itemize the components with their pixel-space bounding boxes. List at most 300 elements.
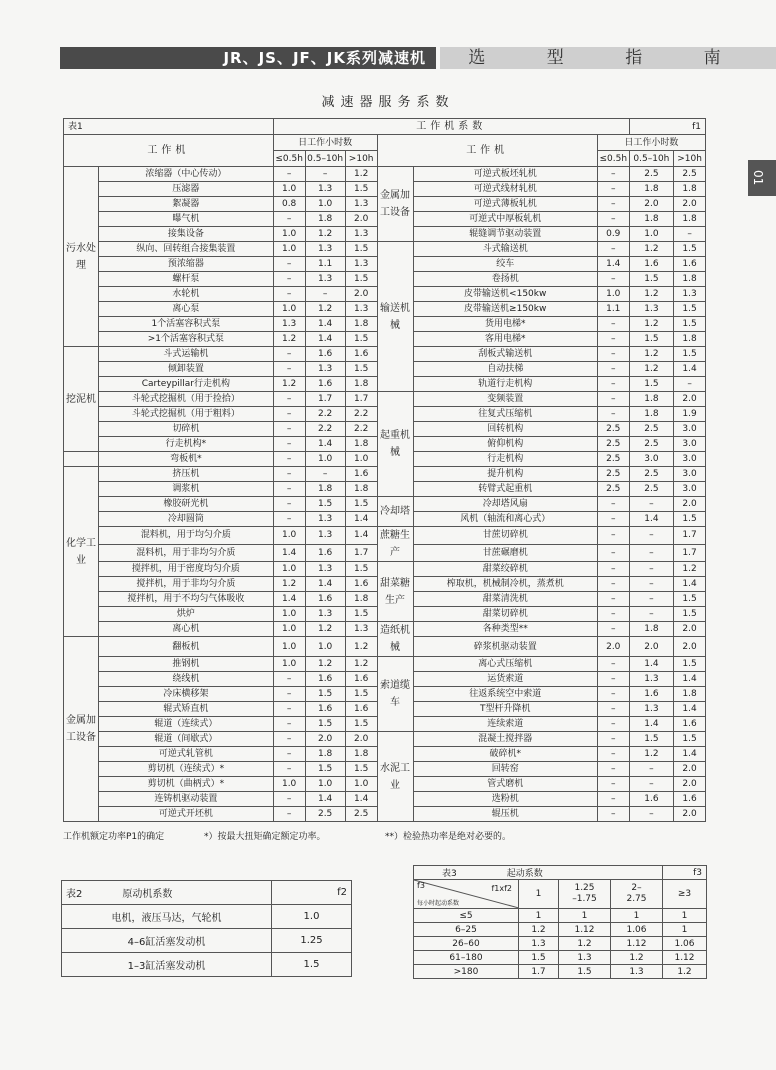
factor-value: 2.2 [345, 407, 377, 422]
factor-value: – [629, 807, 673, 822]
starts-per-hour: 6–25 [414, 923, 519, 937]
machine-name: 切碎机 [98, 422, 273, 437]
factor-value: – [305, 167, 345, 182]
factor-value: 1.5 [345, 362, 377, 377]
machine-name: 离心泵 [98, 302, 273, 317]
factor-value: 1.5 [345, 717, 377, 732]
factor-value: 2.2 [305, 407, 345, 422]
category-label: 水泥工业 [377, 732, 413, 822]
factor-value: 1.5 [629, 272, 673, 287]
factor-value: – [273, 747, 305, 762]
factor-value: – [273, 407, 305, 422]
factor-value: 2.0 [345, 732, 377, 747]
machine-name: 橡胶研光机 [98, 497, 273, 512]
factor-value: 1.5 [629, 377, 673, 392]
factor-value: 1.8 [674, 212, 706, 227]
factor-value: 2.0 [345, 287, 377, 302]
machine-name: 可逆式开坯机 [98, 807, 273, 822]
machine-name: 接集设备 [98, 227, 273, 242]
machine-name: 回转窑 [413, 762, 597, 777]
factor-value: 1 [559, 909, 611, 923]
factor-value: 1.3 [345, 227, 377, 242]
table-row [64, 622, 706, 637]
factor-value: 1.8 [629, 182, 673, 197]
series-title: JR、JS、JF、JK系列减速机 [60, 47, 436, 69]
factor-value: 1.2 [629, 362, 673, 377]
factor-value: 1.2 [559, 937, 611, 951]
machine-name: 可逆式轧管机 [98, 747, 273, 762]
factor-value: 2.0 [674, 197, 706, 212]
factor-value: 1.0 [305, 452, 345, 467]
machine-name: 榨取机，机械制冷机，蒸煮机 [413, 577, 597, 592]
factor-value: 1 [611, 909, 663, 923]
col-hours-header: 日工作小时数 [273, 135, 377, 151]
factor-value: 1.2 [519, 923, 559, 937]
factor-value: 1.6 [305, 592, 345, 607]
machine-name: 翻板机 [98, 637, 273, 657]
factor-value: 1.5 [674, 347, 706, 362]
machine-name: 调浆机 [98, 482, 273, 497]
factor-value: – [597, 592, 629, 607]
machine-name: 管式磨机 [413, 777, 597, 792]
factor-value: 1.2 [345, 637, 377, 657]
factor-value: 1.5 [345, 332, 377, 347]
machine-name: 回转机构 [413, 422, 597, 437]
factor-value: 2.2 [305, 422, 345, 437]
factor-value: – [597, 622, 629, 637]
machine-name: 刮板式输送机 [413, 347, 597, 362]
factor-value: 1.6 [305, 544, 345, 562]
factor-value: – [597, 807, 629, 822]
machine-name: 混料机，用于非均匀介质 [98, 544, 273, 562]
factor-value: 1.3 [345, 622, 377, 637]
factor-value: 1.0 [273, 242, 305, 257]
factor-value: 1.3 [559, 951, 611, 965]
factor-value: – [273, 467, 305, 482]
factor-value: 1.0 [273, 302, 305, 317]
factor-value: 1.6 [305, 377, 345, 392]
factor-value: 1.25 [272, 929, 352, 953]
factor-value: 1.3 [305, 272, 345, 287]
factor-value: 1.3 [611, 965, 663, 979]
machine-name: 离心机 [98, 622, 273, 637]
machine-name: 甜菜清洗机 [413, 592, 597, 607]
machine-name: 斗式运输机 [98, 347, 273, 362]
factor-value: 3.0 [674, 452, 706, 467]
factor-value: – [273, 287, 305, 302]
factor-value: 1.8 [629, 407, 673, 422]
factor-value: 2.5 [597, 437, 629, 452]
factor-value: – [597, 332, 629, 347]
machine-name: 甘蔗碾磨机 [413, 544, 597, 562]
factor-value: – [273, 687, 305, 702]
factor-value: 1.5 [519, 951, 559, 965]
factor-value: 1.5 [674, 607, 706, 622]
factor-value: 1.3 [519, 937, 559, 951]
machine-name: 甘蔗切碎机 [413, 527, 597, 545]
factor-value: 1.2 [305, 302, 345, 317]
factor-value: 2.5 [629, 437, 673, 452]
machine-name: 剪切机（连续式）* [98, 762, 273, 777]
factor-value: 1.3 [629, 702, 673, 717]
machine-name: 1个活塞容积式泵 [98, 317, 273, 332]
factor-value: 1.6 [674, 717, 706, 732]
factor-value: – [629, 577, 673, 592]
factor-value: 1.6 [345, 672, 377, 687]
page-title: 减速器服务系数 [321, 95, 455, 110]
factor-value: 2.0 [674, 637, 706, 657]
table-row [64, 497, 706, 512]
machine-name: 搅拌机，用于不均匀气体吸收 [98, 592, 273, 607]
machine-name: 可逆式薄板轧机 [413, 197, 597, 212]
factor-value: 1.5 [345, 242, 377, 257]
machine-name: 水轮机 [98, 287, 273, 302]
factor-value: 1.12 [663, 951, 707, 965]
machine-name: 往复式压缩机 [413, 407, 597, 422]
factor-value: 1 [663, 909, 707, 923]
factor-value: 1.6 [345, 702, 377, 717]
machine-name: 冷床横移架 [98, 687, 273, 702]
factor-value: 1.2 [345, 167, 377, 182]
table-row [414, 909, 707, 923]
col-header: 1 [519, 880, 559, 909]
category-label: 输送机械 [377, 242, 413, 392]
factor-value: 1.8 [345, 437, 377, 452]
factor-value: 1.4 [273, 592, 305, 607]
factor-value: – [629, 607, 673, 622]
category-label: 索道缆车 [377, 657, 413, 732]
machine-name: 可逆式板坯轧机 [413, 167, 597, 182]
factor-value: – [597, 792, 629, 807]
category-label: 金属加工设备 [64, 637, 99, 822]
machine-name: Carteypillar行走机构 [98, 377, 273, 392]
col-hours-range: ≤0.5h [597, 151, 629, 167]
factor-value: 1.2 [305, 227, 345, 242]
factor-value: 1.6 [674, 792, 706, 807]
factor-value: 2.5 [345, 807, 377, 822]
factor-value: 1.5 [345, 182, 377, 197]
factor-value: 1.2 [305, 657, 345, 672]
factor-value: – [273, 272, 305, 287]
table-row [62, 953, 352, 977]
note-rated-power: 工作机额定功率P1的确定 [63, 832, 165, 842]
factor-value: 1.0 [597, 287, 629, 302]
machine-name: 辊道（连续式） [98, 717, 273, 732]
factor-value: 1.4 [305, 577, 345, 592]
factor-value: 1.3 [629, 302, 673, 317]
machine-name: 碎浆机驱动装置 [413, 637, 597, 657]
factor-value: 1.2 [611, 951, 663, 965]
factor-value: 1.3 [629, 672, 673, 687]
factor-value: 3.0 [674, 437, 706, 452]
factor-value: 1.1 [597, 302, 629, 317]
factor-value: 2.5 [305, 807, 345, 822]
factor-value: 1.7 [345, 392, 377, 407]
table-caption: 工作机系数 [273, 119, 629, 135]
factor-value: 1.5 [629, 732, 673, 747]
factor-value: 1.3 [305, 607, 345, 622]
factor-value: 1.3 [305, 242, 345, 257]
factor-value: 1.6 [305, 672, 345, 687]
note-thermal: **）检验热功率是绝对必要的。 [385, 832, 512, 842]
factor-value: 1.3 [305, 527, 345, 545]
factor-value: 1.4 [305, 332, 345, 347]
factor-value: 1.6 [305, 702, 345, 717]
machine-name: 各种类型** [413, 622, 597, 637]
factor-value: 1.4 [674, 747, 706, 762]
factor-value: – [273, 452, 305, 467]
factor-value: 1.5 [305, 687, 345, 702]
factor-value: 1.4 [345, 527, 377, 545]
factor-value: 1.6 [305, 347, 345, 362]
factor-value: – [273, 497, 305, 512]
factor-value: 1.4 [305, 792, 345, 807]
factor-value: 1.2 [629, 317, 673, 332]
table-factor-symbol: f2 [272, 881, 352, 905]
table-row [414, 937, 707, 951]
factor-value: 1.0 [273, 182, 305, 197]
factor-value: 1.8 [305, 482, 345, 497]
machine-name: 倾卸装置 [98, 362, 273, 377]
factor-value: 1.0 [273, 622, 305, 637]
machine-name: 浓缩器（中心传动） [98, 167, 273, 182]
factor-value: – [273, 672, 305, 687]
col-hours-range: >10h [674, 151, 706, 167]
factor-value: 1.0 [345, 452, 377, 467]
machine-name: 挤压机 [98, 467, 273, 482]
factor-value: 1.2 [273, 332, 305, 347]
machine-name: 风机（轴流和离心式） [413, 512, 597, 527]
factor-value: 1.0 [273, 637, 305, 657]
factor-value: 1.0 [273, 227, 305, 242]
factor-value: – [597, 317, 629, 332]
note-max-torque: *）按最大扭矩确定额定功率。 [204, 832, 326, 842]
factor-value: 1.5 [272, 953, 352, 977]
factor-value: 3.0 [629, 452, 673, 467]
col-header: 2– 2.75 [611, 880, 663, 909]
prime-mover-name: 1–3缸活塞发动机 [62, 953, 272, 977]
prime-mover-factor-table [61, 880, 352, 977]
factor-value: 1.12 [559, 923, 611, 937]
factor-value: 1.8 [674, 332, 706, 347]
machine-name: 选粉机 [413, 792, 597, 807]
factor-value: – [273, 732, 305, 747]
prime-mover-name: 4–6缸活塞发动机 [62, 929, 272, 953]
factor-value: 1.8 [305, 747, 345, 762]
factor-value: 1.4 [629, 657, 673, 672]
factor-value: 1.1 [305, 257, 345, 272]
factor-value: 2.5 [629, 482, 673, 497]
factor-value: – [597, 212, 629, 227]
factor-value: 1.2 [629, 347, 673, 362]
factor-value: 2.2 [345, 422, 377, 437]
factor-value: 2.0 [305, 732, 345, 747]
table-caption: 原动机系数 [122, 889, 173, 900]
factor-value: 1.3 [345, 197, 377, 212]
machine-name: 俯仰机构 [413, 437, 597, 452]
factor-value: 1.7 [674, 527, 706, 545]
factor-value: – [597, 167, 629, 182]
factor-value: 1.8 [629, 622, 673, 637]
factor-value: – [629, 544, 673, 562]
factor-value: 2.5 [597, 482, 629, 497]
factor-value: 1.8 [629, 392, 673, 407]
machine-name: 辊式矫直机 [98, 702, 273, 717]
factor-value: 1.3 [273, 317, 305, 332]
factor-value: 1.8 [305, 212, 345, 227]
starts-per-hour: ≤5 [414, 909, 519, 923]
table-row [64, 242, 706, 257]
machine-name: 甜菜切碎机 [413, 607, 597, 622]
factor-value: – [273, 482, 305, 497]
category-label: 造纸机械 [377, 622, 413, 657]
machine-name: 可逆式中厚板轧机 [413, 212, 597, 227]
machine-name: 压滤器 [98, 182, 273, 197]
factor-value: 1.3 [345, 302, 377, 317]
machine-name: 自动扶梯 [413, 362, 597, 377]
factor-value: – [273, 257, 305, 272]
factor-value: 1.4 [273, 544, 305, 562]
factor-value: 1.6 [674, 257, 706, 272]
factor-value: 1.8 [629, 212, 673, 227]
factor-value: 1.0 [629, 227, 673, 242]
factor-value: – [273, 392, 305, 407]
factor-value: 0.9 [597, 227, 629, 242]
factor-value: 1.4 [629, 512, 673, 527]
machine-name: 辊压机 [413, 807, 597, 822]
factor-value: 2.5 [629, 467, 673, 482]
factor-value: – [273, 512, 305, 527]
factor-value: 1 [519, 909, 559, 923]
factor-value: – [273, 437, 305, 452]
table-row [64, 167, 706, 182]
machine-name: 斗轮式挖掘机（用于捡拾） [98, 392, 273, 407]
diag-label-c: 每小时起动系数 [417, 900, 460, 907]
factor-value: – [597, 497, 629, 512]
table-label: 表1 [64, 119, 274, 135]
factor-value: 1.8 [345, 592, 377, 607]
table-label: 表2 [66, 889, 83, 900]
factor-value: 2.0 [674, 807, 706, 822]
prime-mover-name: 电机，液压马达，气轮机 [62, 905, 272, 929]
diagonal-header-cell [414, 880, 519, 909]
starts-per-hour: 26–60 [414, 937, 519, 951]
factor-value: 1.06 [663, 937, 707, 951]
factor-value: – [597, 657, 629, 672]
col-hours-range: 0.5–10h [629, 151, 673, 167]
factor-value: 1.4 [674, 672, 706, 687]
factor-value: – [597, 607, 629, 622]
factor-value: – [273, 762, 305, 777]
machine-name: 绕线机 [98, 672, 273, 687]
factor-value: 1.4 [629, 717, 673, 732]
factor-value: – [273, 792, 305, 807]
table3-header-cell [414, 866, 663, 880]
factor-value: – [597, 747, 629, 762]
machine-name: 剪切机（曲柄式）* [98, 777, 273, 792]
machine-name: 货用电梯* [413, 317, 597, 332]
factor-value: – [629, 562, 673, 577]
factor-value: 2.0 [674, 762, 706, 777]
factor-value: 2.0 [629, 197, 673, 212]
factor-value: 1.3 [305, 512, 345, 527]
factor-value: – [597, 407, 629, 422]
col-hours-range: >10h [345, 151, 377, 167]
table-factor-symbol: f3 [663, 866, 707, 880]
factor-value: 1 [663, 923, 707, 937]
factor-value: 1.0 [273, 527, 305, 545]
machine-name: 冷却圆筒 [98, 512, 273, 527]
factor-value: – [273, 422, 305, 437]
factor-value: – [273, 362, 305, 377]
starts-per-hour: 61–180 [414, 951, 519, 965]
factor-value: – [273, 702, 305, 717]
factor-value: – [597, 347, 629, 362]
factor-value: – [597, 717, 629, 732]
starting-factor-table [413, 865, 707, 979]
factor-value: 3.0 [674, 422, 706, 437]
diag-label-a: f3 [417, 881, 425, 890]
factor-value: 1.2 [345, 657, 377, 672]
machine-name: 往返系统空中索道 [413, 687, 597, 702]
category-label: 起重机械 [377, 392, 413, 497]
category-label: 化学工业 [64, 467, 99, 637]
factor-value: – [597, 377, 629, 392]
factor-value: 1.8 [674, 182, 706, 197]
factor-value: – [273, 212, 305, 227]
table-label: 表3 [442, 869, 457, 879]
factor-value: 1.5 [305, 497, 345, 512]
machine-name: 弯板机* [98, 452, 273, 467]
diag-label-b: f1xf2 [491, 884, 512, 893]
factor-value: 1.5 [559, 965, 611, 979]
machine-name: 辊缝调节驱动装置 [413, 227, 597, 242]
factor-value: 1.0 [305, 197, 345, 212]
factor-value: 2.5 [629, 167, 673, 182]
category-label: 污水处理 [64, 167, 99, 347]
machine-name: 离心式压缩机 [413, 657, 597, 672]
machine-name: 行走机构* [98, 437, 273, 452]
factor-value: – [597, 544, 629, 562]
factor-value: – [597, 562, 629, 577]
table-row [414, 965, 707, 979]
col-hours-range: 0.5–10h [305, 151, 345, 167]
factor-value: – [597, 687, 629, 702]
factor-value: – [597, 577, 629, 592]
machine-name: 混凝土搅拌器 [413, 732, 597, 747]
factor-value: 1.0 [273, 657, 305, 672]
factor-value: – [629, 592, 673, 607]
factor-value: 1.2 [629, 242, 673, 257]
category-label: 冷却塔 [377, 497, 413, 527]
table-row [64, 392, 706, 407]
machine-name: 烘炉 [98, 607, 273, 622]
factor-value: 1.4 [305, 437, 345, 452]
factor-value: 1.2 [273, 377, 305, 392]
factor-value: 1.4 [305, 317, 345, 332]
factor-value: 1.6 [345, 577, 377, 592]
category-label: 甜菜糖生产 [377, 562, 413, 622]
machine-name: 提升机构 [413, 467, 597, 482]
machine-name: 纵向、回转组合接集装置 [98, 242, 273, 257]
starts-per-hour: >180 [414, 965, 519, 979]
section-title: 选 型 指 南 [440, 47, 776, 69]
page-tab: 01 [748, 160, 776, 196]
factor-value: 1.2 [629, 747, 673, 762]
factor-value: 1.5 [345, 497, 377, 512]
factor-value: 1.6 [629, 257, 673, 272]
factor-value: – [273, 347, 305, 362]
